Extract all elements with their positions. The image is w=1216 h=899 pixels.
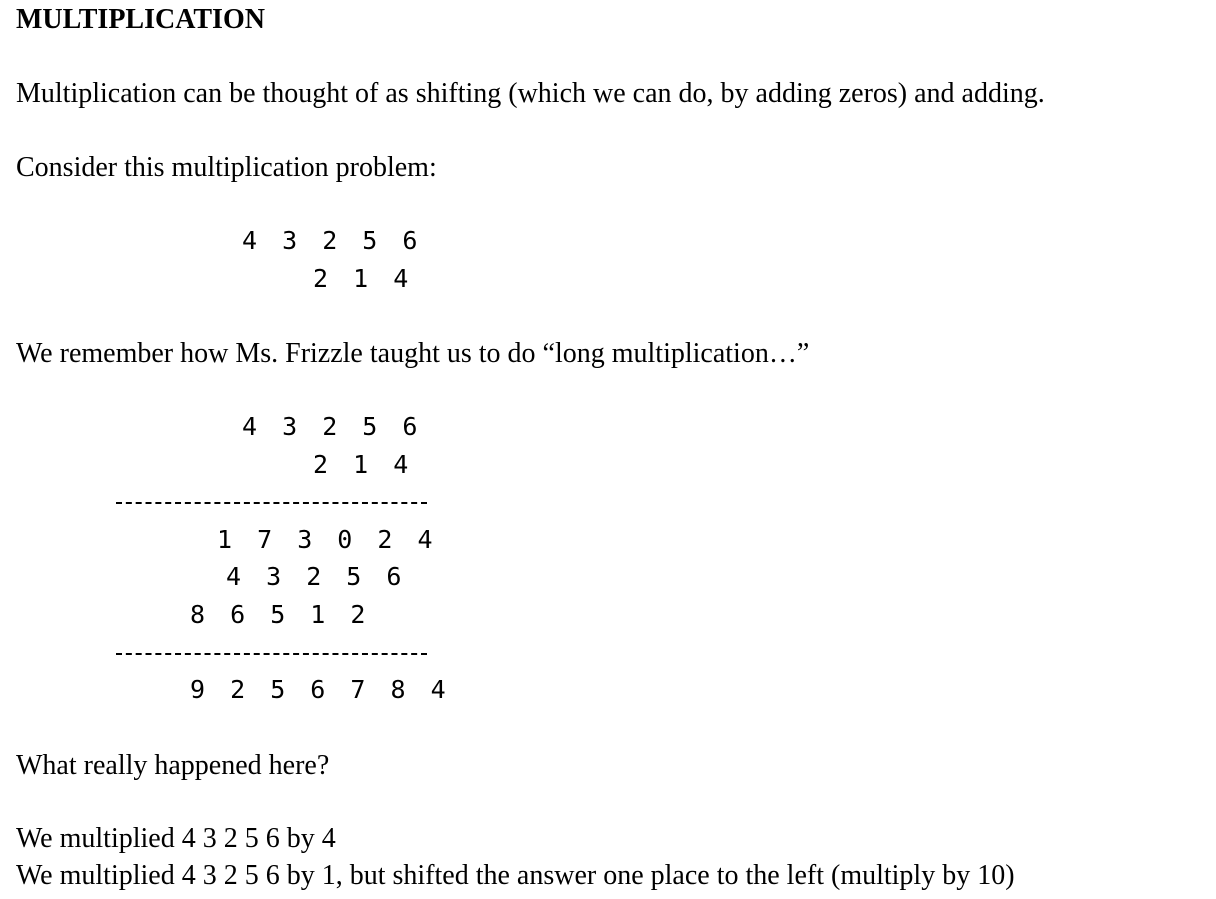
problem-multiplicand: 4 3 2 5 6 bbox=[242, 226, 423, 255]
remember-paragraph: We remember how Ms. Frizzle taught us to do “long multiplication…” bbox=[16, 338, 810, 369]
partial-product-3: 8 6 5 1 2 bbox=[190, 600, 371, 629]
long-multiplicand: 4 3 2 5 6 bbox=[242, 412, 423, 441]
intro-paragraph: Multiplication can be thought of as shifting (which we can do, by adding zeros) and adding. bbox=[16, 78, 1045, 109]
partial-product-2: 4 3 2 5 6 bbox=[226, 562, 407, 591]
question-paragraph: What really happened here? bbox=[16, 750, 330, 781]
consider-paragraph: Consider this multiplication problem: bbox=[16, 152, 437, 183]
problem-multiplier: 2 1 4 bbox=[313, 264, 414, 293]
long-multiplier: 2 1 4 bbox=[313, 450, 414, 479]
multiplication-result: 9 2 5 6 7 8 4 bbox=[190, 675, 451, 704]
dashed-divider-top bbox=[116, 502, 427, 504]
explanation-line-1: We multiplied 4 3 2 5 6 by 4 bbox=[16, 823, 336, 854]
page-title: MULTIPLICATION bbox=[16, 4, 265, 35]
partial-product-1: 1 7 3 0 2 4 bbox=[217, 525, 438, 554]
dashed-divider-bottom bbox=[116, 653, 427, 655]
explanation-line-2: We multiplied 4 3 2 5 6 by 1, but shifted the answer one place to the left (multiply by 10) bbox=[16, 860, 1015, 891]
